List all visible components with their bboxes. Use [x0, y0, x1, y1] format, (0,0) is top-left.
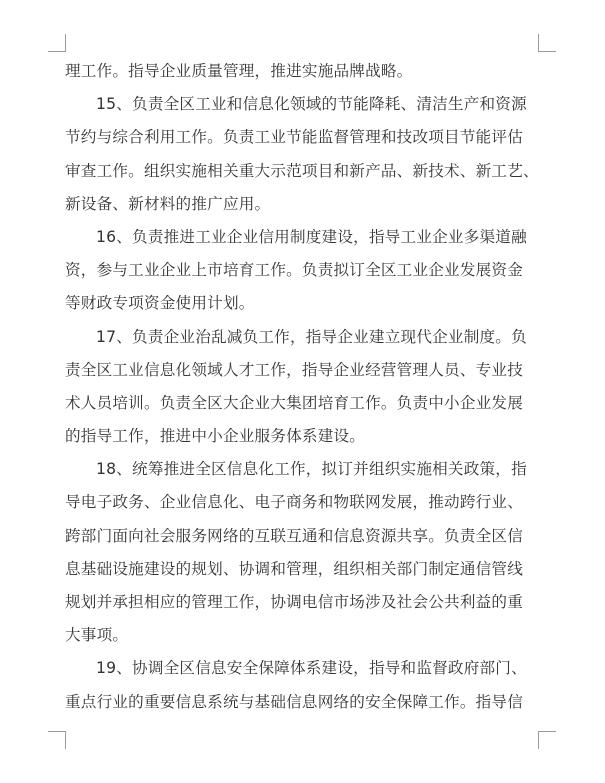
text-line: 重点行业的重要信息系统与基础信息网络的安全保障工作。指导信 [65, 692, 524, 711]
crop-mark-bottom-left [48, 731, 66, 749]
text-line: 理工作。指导企业质量管理，推进实施品牌战略。 [65, 62, 413, 80]
text-line: 责全区工业信息化领域人才工作，指导企业经营管理人员、专业技 [65, 360, 524, 379]
text-line: 息基础设施建设的规划、协调和管理，组织相关部门制定通信管线 [65, 559, 524, 578]
paragraph-first-line: 16、负责推进工业企业信用制度建设，指导工业企业多渠道融 [96, 227, 527, 246]
paragraph-first-line: 15、负责全区工业和信息化领域的节能降耗、清洁生产和资源 [96, 95, 527, 114]
text-line: 跨部门面向社会服务网络的互联互通和信息资源共享。负责全区信 [65, 526, 524, 545]
text-line: 术人员培训。负责全区大企业大集团培育工作。负责中小企业发展 [65, 393, 524, 412]
crop-mark-bottom-right [538, 731, 556, 749]
crop-mark-top-right [538, 34, 556, 52]
text-line: 的指导工作，推进中小企业服务体系建设。 [65, 427, 366, 446]
paragraph-first-line: 18、统筹推进全区信息化工作，拟订并组织实施相关政策，指 [96, 460, 527, 479]
text-line: 等财政专项资金使用计划。 [65, 294, 255, 313]
text-line: 节约与综合利用工作。负责工业节能监督管理和技改项目节能评估 [65, 128, 524, 147]
text-line: 新设备、新材料的推广应用。 [65, 194, 271, 213]
text-line: 规划并承担相应的管理工作，协调电信市场涉及社会公共利益的重 [65, 593, 524, 611]
text-line: 导电子政务、企业信息化、电子商务和物联网发展，推动跨行业、 [65, 493, 524, 512]
document-body [65, 55, 539, 719]
text-line: 审查工作。组织实施相关重大示范项目和新产品、新技术、新工艺、 [65, 161, 539, 180]
paragraph-first-line: 17、负责企业治乱减负工作，指导企业建立现代企业制度。负 [96, 327, 527, 346]
text-line: 资，参与工业企业上市培育工作。负责拟订全区工业企业发展资金 [65, 261, 524, 280]
crop-mark-top-left [48, 34, 66, 52]
paragraph-first-line: 19、协调全区信息安全保障体系建设，指导和监督政府部门、 [96, 659, 527, 678]
text-line: 大事项。 [65, 626, 129, 645]
